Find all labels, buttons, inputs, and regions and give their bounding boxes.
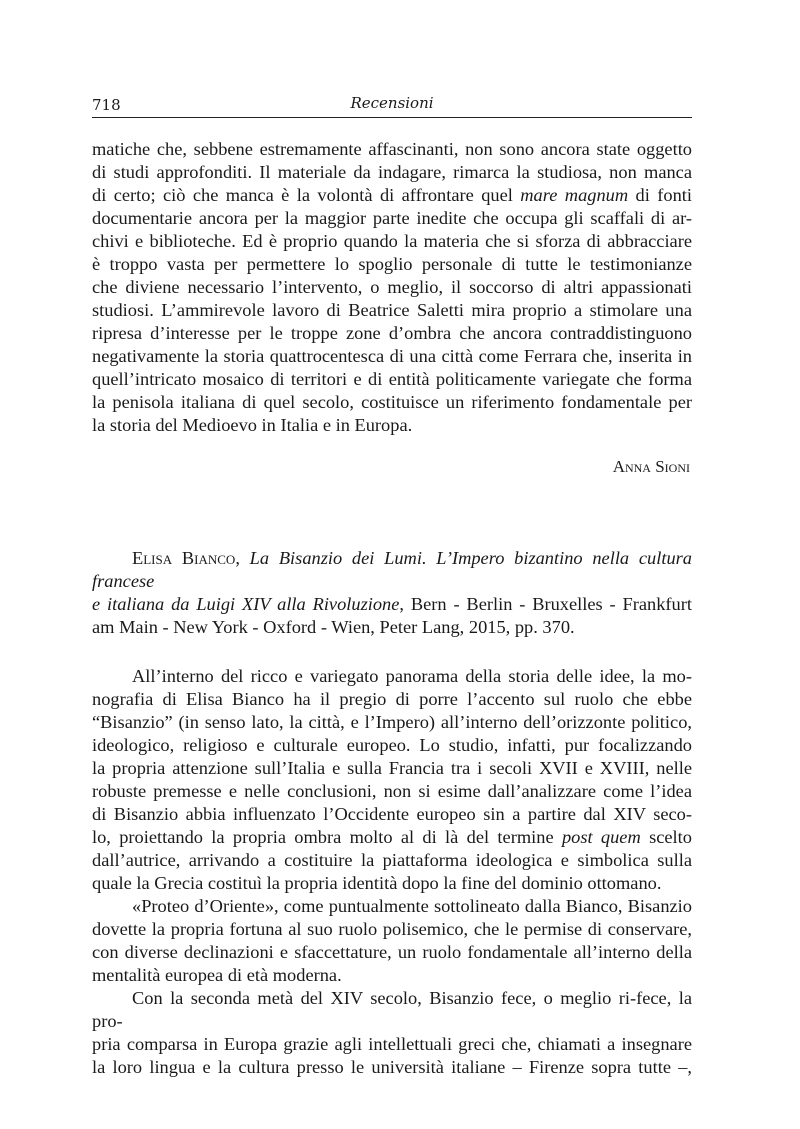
review-1-text (92, 138, 692, 437)
book-author: Elisa Bianco (132, 548, 236, 568)
text-line: la storia del Medioevo in Italia e in Europa. (92, 415, 413, 435)
text-line: nografia di Elisa Bianco ha il pregio di porre l’accento sul ruolo che ebbe (92, 689, 692, 709)
running-header (92, 92, 692, 118)
text-line: con diverse declinazioni e sfaccettature, un ruolo fondamentale all’interno della (92, 942, 692, 962)
text-line: chivi e biblioteche. Ed è proprio quando la materia che si sforza di abbracciare (92, 231, 692, 251)
page-number: 718 (92, 96, 121, 114)
text-line: la propria attenzione sull’Italia e sulla Francia tra i secoli XVII e XVIII, nelle (92, 758, 692, 778)
text-line: dall’autrice, arrivando a costituire la piattaforma ideologica e simbolica sulla (92, 850, 692, 870)
text-line: che diviene necessario l’intervento, o meglio, il soccorso di altri appassionati (92, 277, 692, 297)
text-line: Con la seconda metà del XIV secolo, Bisanzio fece, o meglio ri-fece, la pro- (92, 988, 692, 1031)
italic-phrase: post quem (561, 827, 641, 847)
text-line: documentarie ancora per la maggior parte inedite che occupa gli scaffali di ar- (92, 208, 692, 228)
reviewer-signature: Anna Sioni (612, 457, 690, 476)
text-line: “Bisanzio” (in senso lato, la città, e l’Impero) all’interno dell’orizzonte politico, (92, 712, 692, 732)
biblio-line: e italiana da Luigi XIV alla Rivoluzione, Bern - Berlin - Bruxelles - Frankfurt (92, 594, 692, 614)
text-line: è troppo vasta per permettere lo spoglio personale di tutte le testimonianze (92, 254, 692, 274)
paragraph (92, 665, 692, 895)
text-line: ripresa d’interesse per le troppe zone d’ombra che ancora contraddistinguono (92, 323, 692, 343)
text-line: robuste premesse e nelle conclusioni, non si esime dall’analizzare come l’idea (92, 781, 692, 801)
text-line: di certo; ciò che manca è la volontà di affrontare quel mare magnum di fonti (92, 185, 692, 205)
page (92, 92, 692, 1079)
text-line: la loro lingua e la cultura presso le università italiane – Firenze sopra tutte –, (92, 1057, 692, 1077)
text-line: ideologico, religioso e culturale europeo. Lo studio, infatti, pur focalizzando (92, 735, 692, 755)
text-line: quell’intricato mosaico di territori e di entità politicamente variegate che forma (92, 369, 692, 389)
text-line: pria comparsa in Europa grazie agli intellettuali greci che, chiamati a insegnare (92, 1034, 692, 1054)
book-title: La Bisanzio dei Lumi. L’Impero bizantino nella cultura francese (92, 548, 692, 591)
text-line: matiche che, sebbene estremamente affascinanti, non sono ancora state oggetto (92, 139, 692, 159)
text-line: lo, proiettando la propria ombra molto al di là del termine post quem scelto (92, 827, 692, 847)
text-line: di studi approfonditi. Il materiale da indagare, rimarca la studiosa, non manca (92, 162, 692, 182)
text-line: «Proteo d’Oriente», come puntualmente sottolineato dalla Bianco, Bisanzio (132, 896, 692, 916)
bibliographic-entry (92, 547, 692, 639)
text-line: dovette la propria fortuna al suo ruolo polisemico, che le permise di conservare, (92, 919, 692, 939)
paragraph (92, 895, 692, 987)
text-line: di Bisanzio abbia influenzato l’Occidente europeo sin a partire dal XIV seco- (92, 804, 692, 824)
running-title: Recensioni (350, 94, 434, 112)
text-line: negativamente la storia quattrocentesca di una città come Ferrara che, inserita in (92, 346, 692, 366)
text-line: mentalità europea di età moderna. (92, 965, 342, 985)
text-line: la penisola italiana di quel secolo, costituisce un riferimento fondamentale per (92, 392, 692, 412)
paragraph (92, 987, 692, 1079)
italic-phrase: mare magnum (520, 185, 629, 205)
biblio-line: am Main - New York - Oxford - Wien, Peter Lang, 2015, pp. 370. (92, 617, 575, 637)
text-line: studiosi. L’ammirevole lavoro di Beatrice Saletti mira proprio a stimolare una (92, 300, 692, 320)
biblio-line: Elisa Bianco, La Bisanzio dei Lumi. L’Impero bizantino nella cultura francese (92, 548, 692, 591)
text-line: quale la Grecia costituì la propria identità dopo la fine del dominio ottomano. (92, 873, 662, 893)
review-2-text (92, 665, 692, 1079)
book-title-cont: e italiana da Luigi XIV alla Rivoluzione (92, 594, 400, 614)
text-line: All’interno del ricco e variegato panorama della storia delle idee, la mo- (132, 666, 692, 686)
